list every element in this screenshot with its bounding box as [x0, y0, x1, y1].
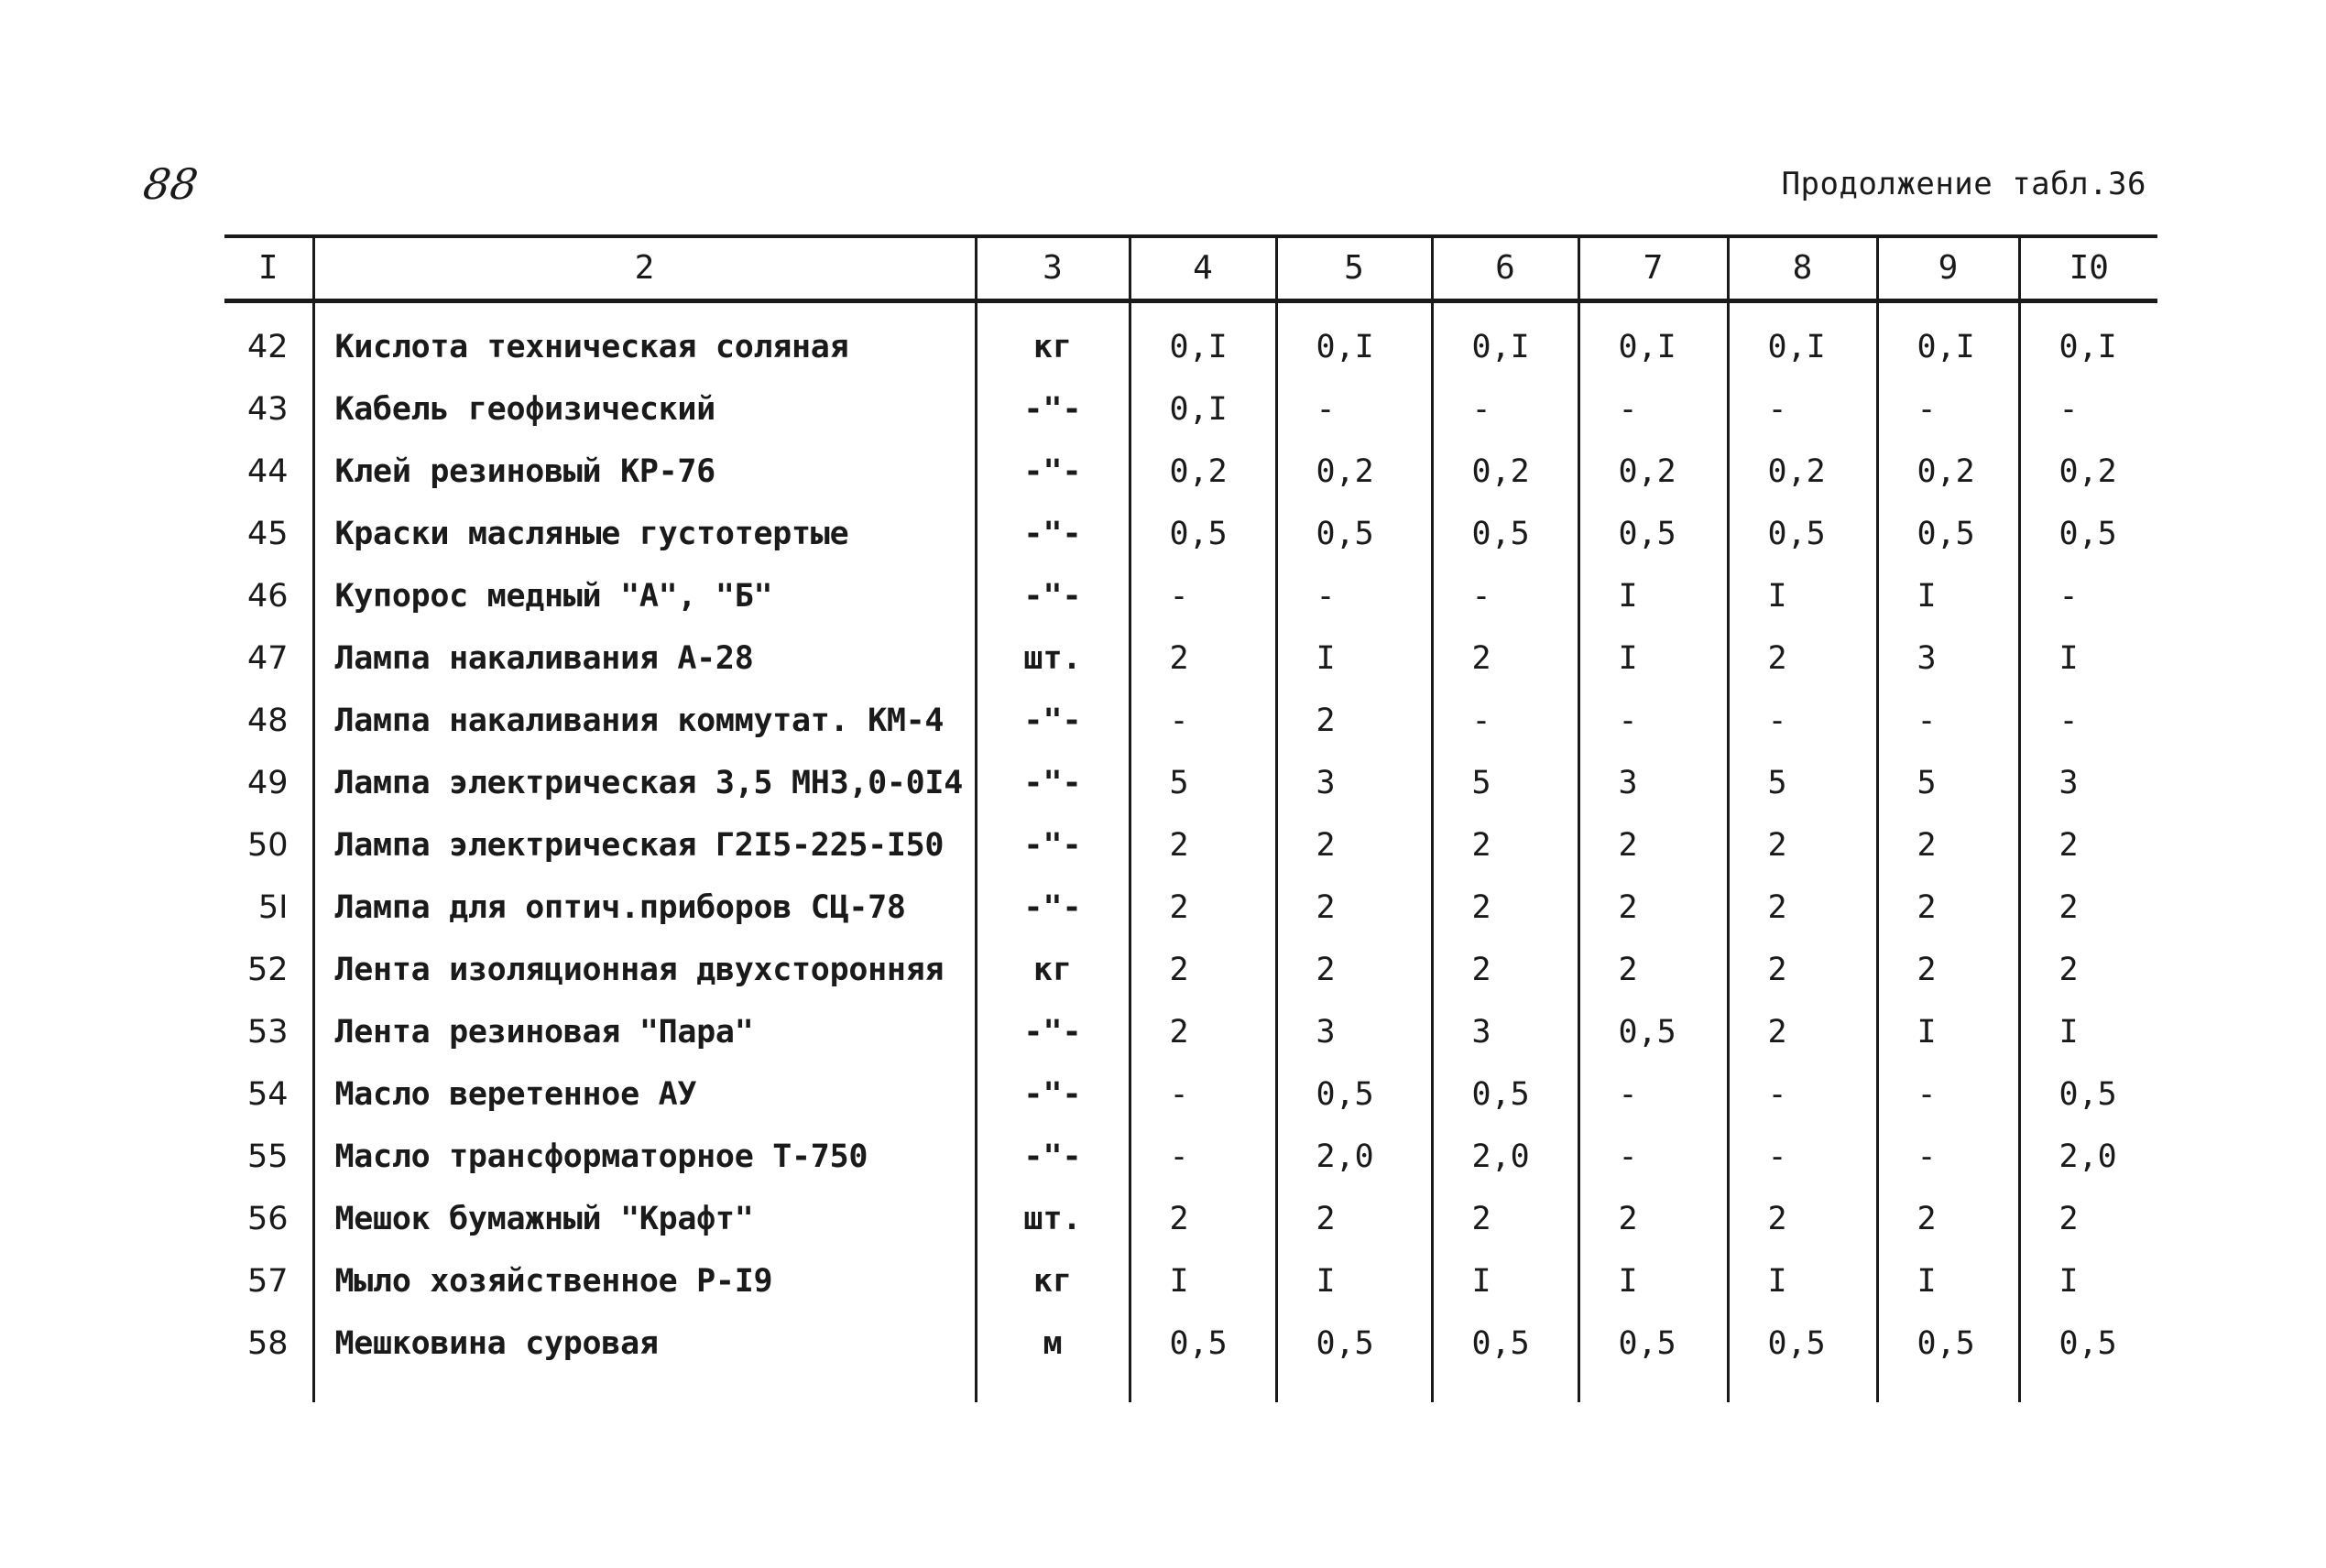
unit-of-measure: -"- — [976, 752, 1130, 814]
quantity-cell-col-9: 0,5 — [1877, 503, 2019, 565]
quantity-cell-col-8: 0,5 — [1728, 1312, 1877, 1375]
quantity-cell-col-4: - — [1130, 565, 1276, 627]
quantity-cell-col-5: 2 — [1276, 939, 1432, 1001]
quantity-cell-col-6: 0,2 — [1432, 441, 1578, 503]
table-row — [224, 565, 2157, 627]
row-number: 55 — [246, 1138, 289, 1175]
quantity-cell-col-10: I — [2019, 627, 2157, 690]
table-row — [224, 752, 2157, 814]
table-body — [224, 300, 2157, 1402]
quantity-cell-col-10: 0,5 — [2019, 1312, 2157, 1375]
column-header-6: 6 — [1432, 236, 1578, 300]
quantity-cell-col-9: - — [1877, 378, 2019, 441]
quantity-cell-col-7: - — [1578, 1063, 1728, 1126]
column-header-8: 8 — [1728, 236, 1877, 300]
row-number: 44 — [246, 452, 289, 490]
unit-of-measure: -"- — [976, 565, 1130, 627]
quantity-cell-col-5: 0,5 — [1276, 1063, 1432, 1126]
quantity-cell-col-7: - — [1578, 378, 1728, 441]
quantity-cell-col-6: 5 — [1432, 752, 1578, 814]
quantity-cell-col-6: - — [1432, 378, 1578, 441]
quantity-cell-col-7: 0,5 — [1578, 1001, 1728, 1063]
material-name: Мешок бумажный "Крафт" — [313, 1188, 976, 1250]
table-bottom-padding-row — [224, 1375, 2157, 1402]
row-number: 50 — [246, 826, 289, 864]
quantity-cell-col-4: 2 — [1130, 814, 1276, 877]
quantity-cell-col-8: I — [1728, 565, 1877, 627]
quantity-cell-col-9: - — [1877, 1063, 2019, 1126]
quantity-cell-col-6: 3 — [1432, 1001, 1578, 1063]
quantity-cell-col-9: I — [1877, 565, 2019, 627]
quantity-cell-col-5: 0,2 — [1276, 441, 1432, 503]
row-number: 43 — [246, 390, 289, 428]
quantity-cell-col-9: 2 — [1877, 877, 2019, 939]
quantity-cell-col-4: 2 — [1130, 627, 1276, 690]
quantity-cell-col-4: 5 — [1130, 752, 1276, 814]
quantity-cell-col-5: 2 — [1276, 1188, 1432, 1250]
quantity-cell-col-8: - — [1728, 1063, 1877, 1126]
unit-of-measure: -"- — [976, 1001, 1130, 1063]
row-number: 42 — [246, 328, 289, 365]
material-name: Лампа накаливания коммутат. КМ-4 — [313, 690, 976, 752]
quantity-cell-col-10: 0,2 — [2019, 441, 2157, 503]
quantity-cell-col-4: 2 — [1130, 1188, 1276, 1250]
table-row — [224, 814, 2157, 877]
unit-of-measure: -"- — [976, 441, 1130, 503]
material-name: Кабель геофизический — [313, 378, 976, 441]
quantity-cell-col-10: 2 — [2019, 1188, 2157, 1250]
row-number: 46 — [246, 577, 289, 615]
quantity-cell-col-9: 0,I — [1877, 316, 2019, 378]
quantity-cell-col-8: 2 — [1728, 939, 1877, 1001]
quantity-cell-col-5: 0,5 — [1276, 1312, 1432, 1375]
quantity-cell-col-5: 2 — [1276, 814, 1432, 877]
unit-of-measure: шт. — [976, 627, 1130, 690]
table-row — [224, 690, 2157, 752]
material-name: Масло трансформаторное Т-750 — [313, 1126, 976, 1188]
quantity-cell-col-6: 2 — [1432, 814, 1578, 877]
quantity-cell-col-7: 2 — [1578, 1188, 1728, 1250]
quantity-cell-col-6: 0,5 — [1432, 503, 1578, 565]
quantity-cell-col-5: 0,5 — [1276, 503, 1432, 565]
row-number: 5I — [257, 888, 289, 926]
materials-table-container — [224, 234, 2157, 1402]
row-number: 58 — [246, 1324, 289, 1362]
quantity-cell-col-7: 3 — [1578, 752, 1728, 814]
unit-of-measure: шт. — [976, 1188, 1130, 1250]
quantity-cell-col-8: 0,I — [1728, 316, 1877, 378]
row-number: 53 — [246, 1013, 289, 1051]
quantity-cell-col-9: I — [1877, 1250, 2019, 1312]
unit-of-measure: кг — [976, 939, 1130, 1001]
unit-of-measure: -"- — [976, 814, 1130, 877]
unit-of-measure: -"- — [976, 1063, 1130, 1126]
quantity-cell-col-7: 2 — [1578, 877, 1728, 939]
quantity-cell-col-5: I — [1276, 627, 1432, 690]
quantity-cell-col-9: 2 — [1877, 1188, 2019, 1250]
quantity-cell-col-7: 0,5 — [1578, 503, 1728, 565]
quantity-cell-col-9: 5 — [1877, 752, 2019, 814]
quantity-cell-col-8: 0,2 — [1728, 441, 1877, 503]
quantity-cell-col-8: 2 — [1728, 814, 1877, 877]
column-header-7: 7 — [1578, 236, 1728, 300]
quantity-cell-col-9: 0,2 — [1877, 441, 2019, 503]
quantity-cell-col-4: 0,I — [1130, 316, 1276, 378]
quantity-cell-col-4: 0,5 — [1130, 503, 1276, 565]
table-row — [224, 1063, 2157, 1126]
quantity-cell-col-9: I — [1877, 1001, 2019, 1063]
quantity-cell-col-10: I — [2019, 1001, 2157, 1063]
quantity-cell-col-4: 0,I — [1130, 378, 1276, 441]
quantity-cell-col-8: 2 — [1728, 1001, 1877, 1063]
column-header-4: 4 — [1130, 236, 1276, 300]
material-name: Краски масляные густотертые — [313, 503, 976, 565]
quantity-cell-col-7: I — [1578, 1250, 1728, 1312]
quantity-cell-col-6: 0,5 — [1432, 1063, 1578, 1126]
material-name: Лампа для оптич.приборов СЦ-78 — [313, 877, 976, 939]
quantity-cell-col-6: I — [1432, 1250, 1578, 1312]
column-header-1: I — [224, 236, 313, 300]
unit-of-measure: м — [976, 1312, 1130, 1375]
table-row — [224, 503, 2157, 565]
row-number: 52 — [246, 951, 289, 988]
quantity-cell-col-8: 2 — [1728, 627, 1877, 690]
table-row — [224, 1001, 2157, 1063]
table-header-row — [224, 236, 2157, 300]
quantity-cell-col-10: 2 — [2019, 814, 2157, 877]
material-name: Лампа электрическая Г2I5-225-I50 — [313, 814, 976, 877]
quantity-cell-col-4: - — [1130, 1063, 1276, 1126]
row-number: 57 — [246, 1262, 289, 1300]
quantity-cell-col-10: 0,5 — [2019, 1063, 2157, 1126]
quantity-cell-col-7: - — [1578, 690, 1728, 752]
quantity-cell-col-5: I — [1276, 1250, 1432, 1312]
quantity-cell-col-8: - — [1728, 690, 1877, 752]
quantity-cell-col-10: 0,I — [2019, 316, 2157, 378]
materials-table — [224, 234, 2157, 1402]
row-number: 48 — [246, 702, 289, 739]
quantity-cell-col-8: - — [1728, 378, 1877, 441]
quantity-cell-col-5: 0,I — [1276, 316, 1432, 378]
unit-of-measure: кг — [976, 1250, 1130, 1312]
quantity-cell-col-9: 2 — [1877, 814, 2019, 877]
page-number: 88 — [140, 159, 202, 209]
quantity-cell-col-4: - — [1130, 690, 1276, 752]
column-header-5: 5 — [1276, 236, 1432, 300]
quantity-cell-col-9: 0,5 — [1877, 1312, 2019, 1375]
quantity-cell-col-6: 0,I — [1432, 316, 1578, 378]
table-row — [224, 1250, 2157, 1312]
quantity-cell-col-5: 2,0 — [1276, 1126, 1432, 1188]
quantity-cell-col-6: 2 — [1432, 1188, 1578, 1250]
column-header-2: 2 — [313, 236, 976, 300]
column-header-10: I0 — [2019, 236, 2157, 300]
material-name: Мешковина суровая — [313, 1312, 976, 1375]
quantity-cell-col-8: 5 — [1728, 752, 1877, 814]
quantity-cell-col-10: - — [2019, 378, 2157, 441]
table-row — [224, 316, 2157, 378]
quantity-cell-col-4: 0,2 — [1130, 441, 1276, 503]
table-row — [224, 627, 2157, 690]
quantity-cell-col-7: 0,5 — [1578, 1312, 1728, 1375]
quantity-cell-col-6: 2 — [1432, 627, 1578, 690]
table-row — [224, 441, 2157, 503]
quantity-cell-col-7: 0,2 — [1578, 441, 1728, 503]
quantity-cell-col-7: I — [1578, 565, 1728, 627]
quantity-cell-col-6: 2,0 — [1432, 1126, 1578, 1188]
quantity-cell-col-4: 2 — [1130, 877, 1276, 939]
table-row — [224, 1188, 2157, 1250]
row-number: 54 — [246, 1075, 289, 1113]
material-name: Мыло хозяйственное Р-I9 — [313, 1250, 976, 1312]
quantity-cell-col-4: 0,5 — [1130, 1312, 1276, 1375]
unit-of-measure: -"- — [976, 690, 1130, 752]
quantity-cell-col-8: 0,5 — [1728, 503, 1877, 565]
quantity-cell-col-5: - — [1276, 565, 1432, 627]
table-row — [224, 378, 2157, 441]
quantity-cell-col-7: - — [1578, 1126, 1728, 1188]
table-row — [224, 939, 2157, 1001]
material-name: Лента изоляционная двухсторонняя — [313, 939, 976, 1001]
column-header-9: 9 — [1877, 236, 2019, 300]
quantity-cell-col-9: 3 — [1877, 627, 2019, 690]
quantity-cell-col-10: 3 — [2019, 752, 2157, 814]
unit-of-measure: -"- — [976, 1126, 1130, 1188]
unit-of-measure: -"- — [976, 503, 1130, 565]
quantity-cell-col-10: 0,5 — [2019, 503, 2157, 565]
material-name: Клей резиновый КР-76 — [313, 441, 976, 503]
table-row — [224, 1312, 2157, 1375]
quantity-cell-col-5: 2 — [1276, 690, 1432, 752]
row-number: 56 — [246, 1200, 289, 1237]
quantity-cell-col-8: 2 — [1728, 1188, 1877, 1250]
quantity-cell-col-10: - — [2019, 565, 2157, 627]
quantity-cell-col-6: - — [1432, 565, 1578, 627]
quantity-cell-col-10: - — [2019, 690, 2157, 752]
quantity-cell-col-10: 2,0 — [2019, 1126, 2157, 1188]
quantity-cell-col-7: 2 — [1578, 814, 1728, 877]
unit-of-measure: кг — [976, 316, 1130, 378]
quantity-cell-col-5: 2 — [1276, 877, 1432, 939]
quantity-cell-col-4: - — [1130, 1126, 1276, 1188]
material-name: Кислота техническая соляная — [313, 316, 976, 378]
quantity-cell-col-5: 3 — [1276, 752, 1432, 814]
material-name: Лампа накаливания А-28 — [313, 627, 976, 690]
quantity-cell-col-4: 2 — [1130, 1001, 1276, 1063]
material-name: Масло веретенное АУ — [313, 1063, 976, 1126]
quantity-cell-col-6: 2 — [1432, 877, 1578, 939]
table-row — [224, 877, 2157, 939]
quantity-cell-col-7: 0,I — [1578, 316, 1728, 378]
unit-of-measure: -"- — [976, 877, 1130, 939]
table-spacer-row — [224, 300, 2157, 316]
unit-of-measure: -"- — [976, 378, 1130, 441]
quantity-cell-col-6: 2 — [1432, 939, 1578, 1001]
table-row — [224, 1126, 2157, 1188]
quantity-cell-col-7: I — [1578, 627, 1728, 690]
row-number: 47 — [246, 639, 289, 677]
quantity-cell-col-8: 2 — [1728, 877, 1877, 939]
quantity-cell-col-6: - — [1432, 690, 1578, 752]
material-name: Купорос медный "А", "Б" — [313, 565, 976, 627]
quantity-cell-col-6: 0,5 — [1432, 1312, 1578, 1375]
column-header-3: 3 — [976, 236, 1130, 300]
row-number: 49 — [246, 764, 289, 801]
quantity-cell-col-9: - — [1877, 1126, 2019, 1188]
table-continuation-label: Продолжение табл.36 — [1781, 166, 2146, 202]
quantity-cell-col-5: - — [1276, 378, 1432, 441]
quantity-cell-col-8: - — [1728, 1126, 1877, 1188]
material-name: Лампа электрическая 3,5 МНЗ,0-0I4 — [313, 752, 976, 814]
quantity-cell-col-10: 2 — [2019, 939, 2157, 1001]
quantity-cell-col-4: I — [1130, 1250, 1276, 1312]
quantity-cell-col-9: 2 — [1877, 939, 2019, 1001]
material-name: Лента резиновая "Пара" — [313, 1001, 976, 1063]
quantity-cell-col-9: - — [1877, 690, 2019, 752]
quantity-cell-col-10: I — [2019, 1250, 2157, 1312]
quantity-cell-col-10: 2 — [2019, 877, 2157, 939]
quantity-cell-col-7: 2 — [1578, 939, 1728, 1001]
row-number: 45 — [246, 515, 289, 552]
quantity-cell-col-8: I — [1728, 1250, 1877, 1312]
quantity-cell-col-4: 2 — [1130, 939, 1276, 1001]
quantity-cell-col-5: 3 — [1276, 1001, 1432, 1063]
